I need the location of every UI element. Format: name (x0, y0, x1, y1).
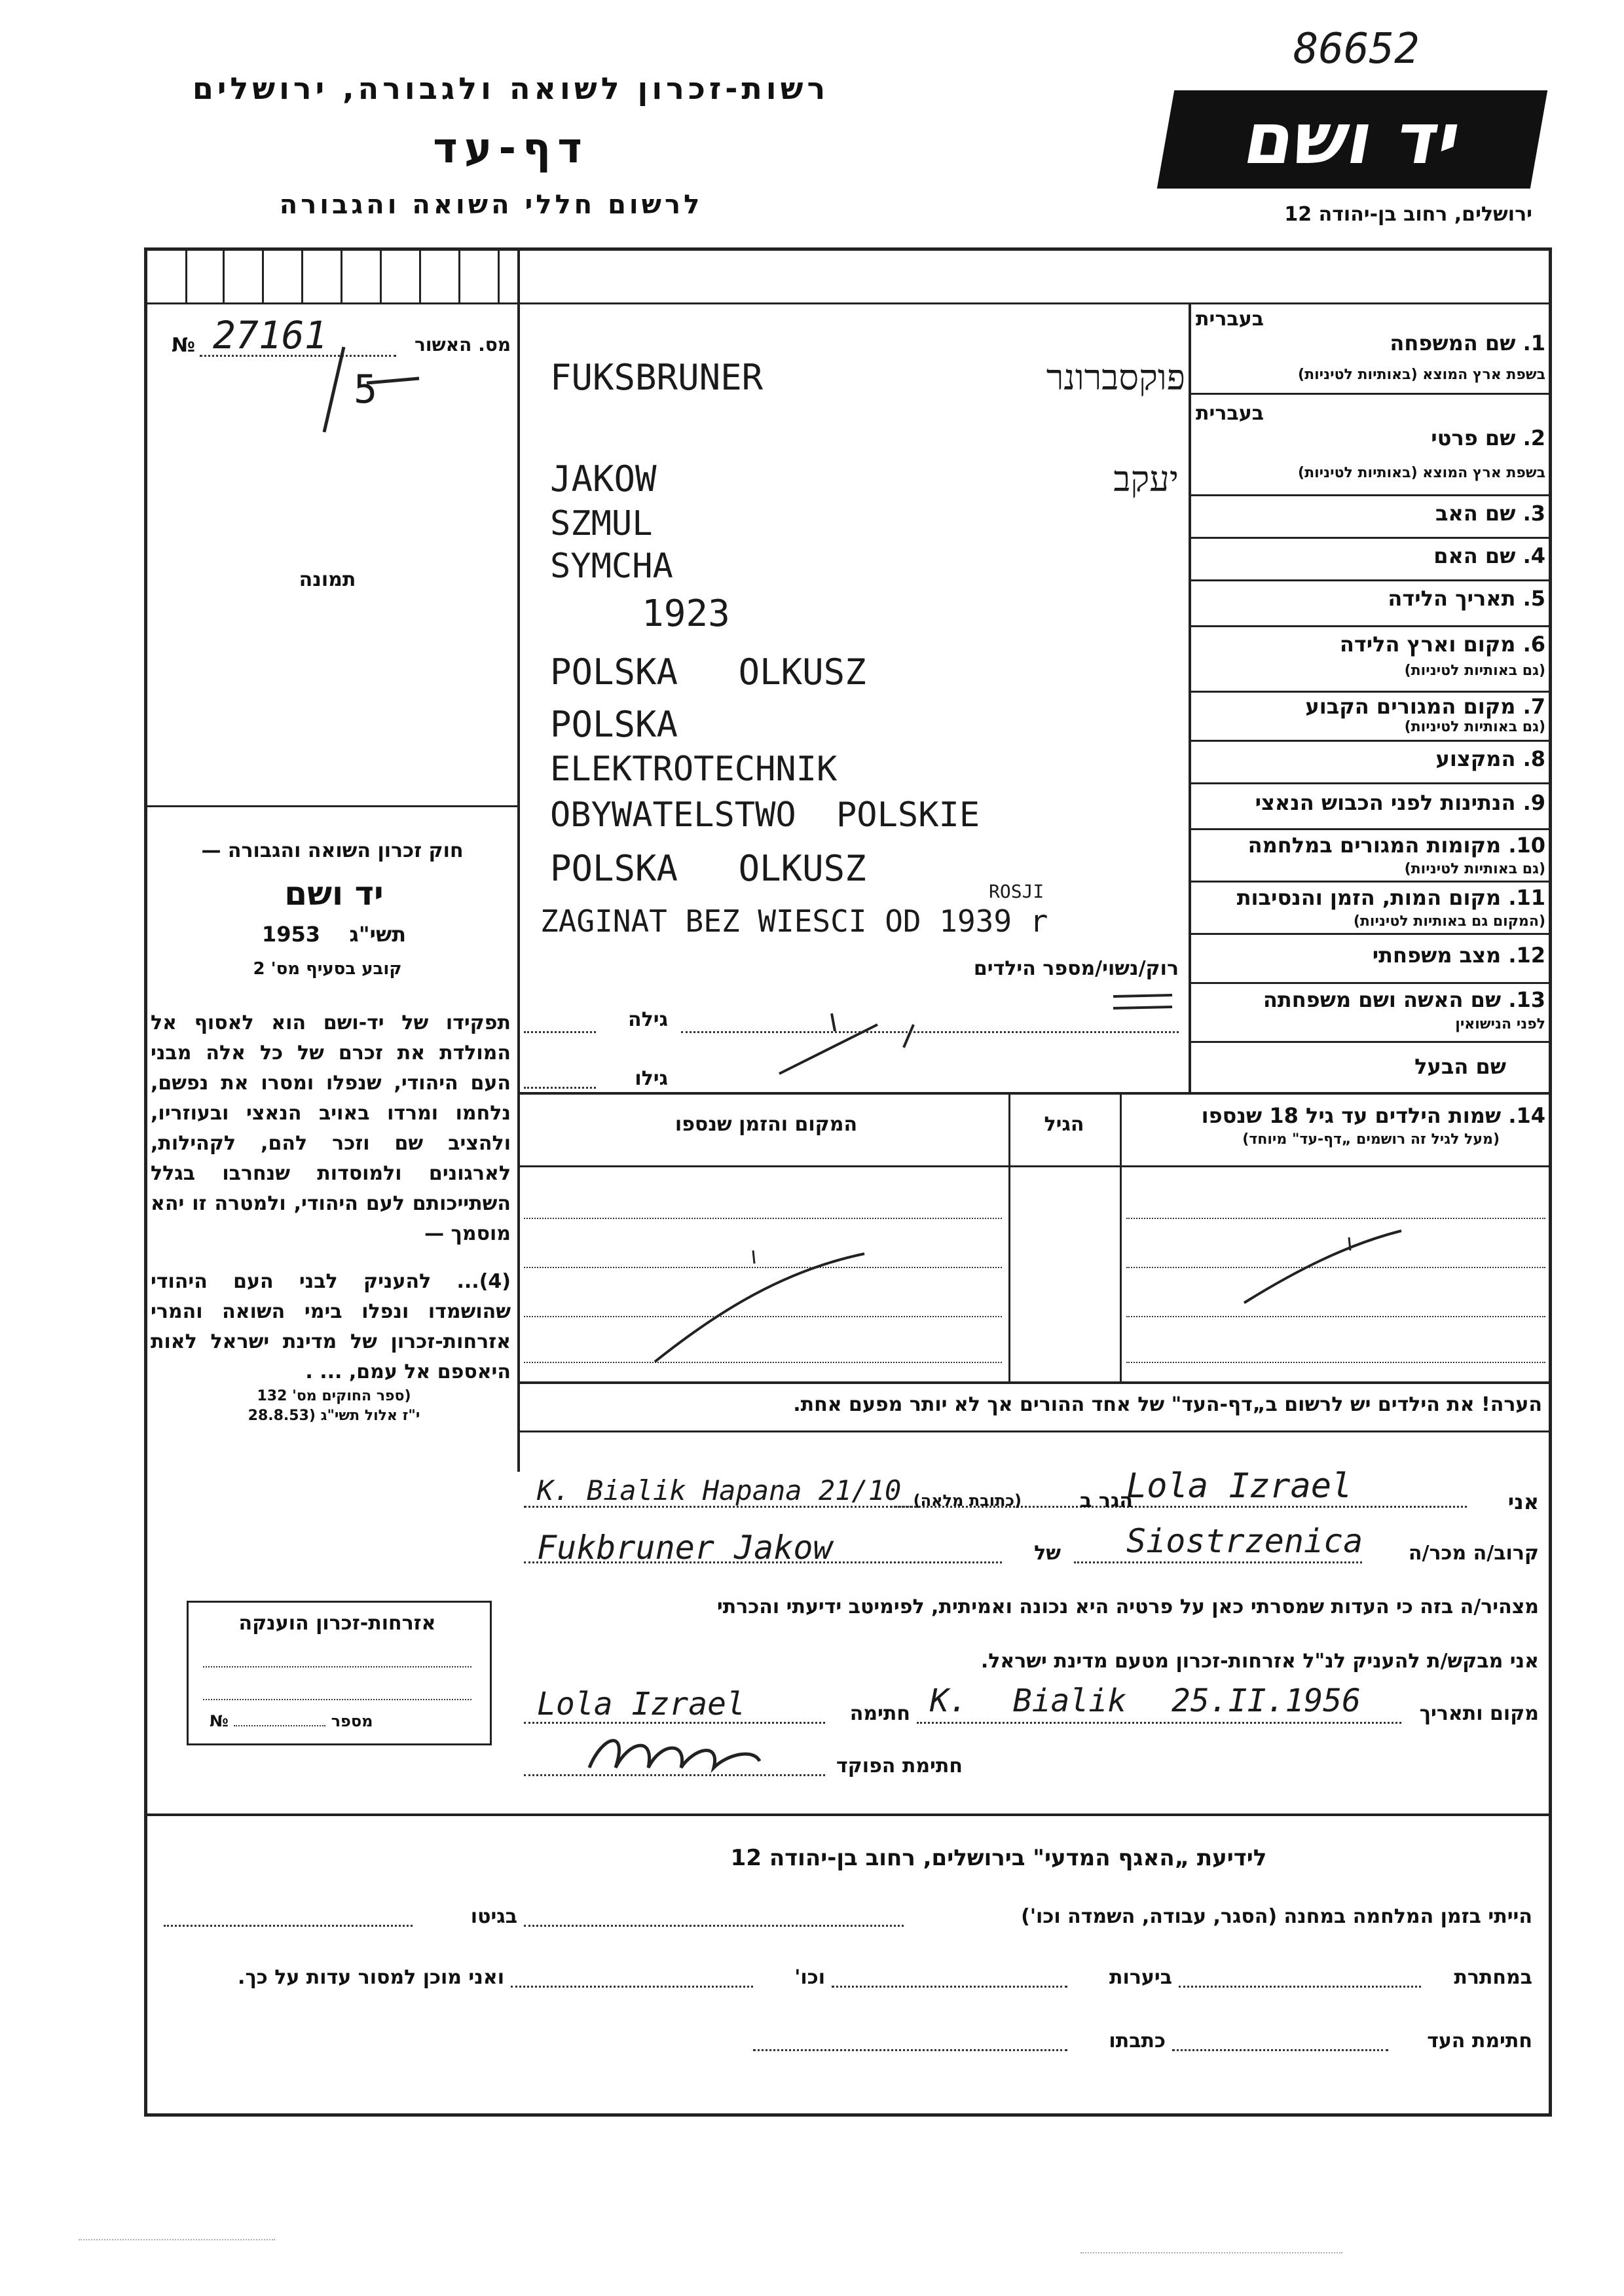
field-6-label: 6. מקום וארץ הלידה (1339, 632, 1545, 657)
field-1-hebrew: פוקסברונר (1046, 357, 1185, 398)
field-6-sublabel: (גם באותיות לטיניות) (1404, 663, 1545, 679)
field-1-latin: FUKSBRUNER (550, 357, 764, 398)
address: ירושלים, רחוב בן-יהודה 12 (1284, 203, 1532, 226)
field-7-label: 7. מקום המגורים הקבוע (1305, 694, 1545, 719)
witness-relation-value: Siostrzenica (1126, 1522, 1363, 1560)
law-title: חוק זכרון השואה והגבורה — (201, 839, 464, 862)
approval-label: מס. האשור (415, 334, 511, 355)
research-title: לידיעת „האגף המדעי" בירושלים, רחוב בן-יהודה 12 (730, 1845, 1267, 1871)
label-column-divider (1189, 302, 1191, 1093)
archive-number: 86652 (1293, 25, 1420, 73)
research-etc: וכו' (794, 1966, 825, 1989)
law-text-1: תפקידו של יד-ושם הוא לאסוף אל המולדת את זכרם של כל אלה מבני העם היהודי, שנפלו ומסרו את נפשם, נלחמו ומרדו באויב הנאצי ובעוזריו, ולהציב שם וזכר להם, לקהילות, לארגונים ולמוסדות שנחרבו בגלל השתייכותם לעם היהודי, ולמטרה זו יהא מוסמך — (151, 1011, 511, 1245)
witness-full-address: (כתובת מלאה) (913, 1491, 1022, 1510)
lang-hebrew-1: בעברית (1196, 308, 1264, 331)
field-5-label: 5. תאריך הלידה (1388, 586, 1545, 611)
field-13-age: גילה (628, 1008, 668, 1031)
frame-left (144, 247, 147, 2117)
children-col-place: המקום והזמן שנספו (674, 1113, 858, 1136)
children-subtitle: (מעל לגיל זה רושמים „דף-עד" מיוחד) (1242, 1131, 1500, 1148)
research-witness-signature: חתימת העד (1427, 2030, 1532, 2052)
field-7-sublabel: (גם באותיות לטיניות) (1404, 719, 1545, 735)
witness-place-value: K. Bialik 25.II.1956 (930, 1683, 1361, 1719)
witness-request: אני מבקש/ת להעניק לנ"ל אזרחות-זכרון מטעם מדינת ישראל. (980, 1650, 1539, 1673)
husband-label: שם הבעל (1414, 1054, 1506, 1079)
field-4-value: SYMCHA (550, 547, 673, 586)
field-11-sublabel: (המקום גם באותיות לטיניות) (1353, 913, 1545, 930)
witness-address-value: K. Bialik Hapana 21/10 (537, 1474, 902, 1506)
citizenship-number: № מספר (210, 1712, 373, 1730)
field-4-label: 4. שם האם (1433, 543, 1545, 568)
witness-signature-value: Lola Izrael (537, 1686, 745, 1722)
research-address: כתבתו (1109, 2030, 1166, 2052)
frame-bottom (144, 2113, 1552, 2117)
field-8-label: 8. המקצוע (1435, 746, 1545, 771)
field-10-sublabel: (גם באותיות לטיניות) (1404, 861, 1545, 877)
frame-top (144, 247, 1552, 251)
field-13-sublabel: לפני הנישואין (1455, 1016, 1545, 1032)
law-logo: יד ושם (284, 875, 384, 913)
witness-of: של (1034, 1542, 1061, 1565)
field-6-value: POLSKA OLKUSZ (550, 651, 866, 693)
field-11-note: ROSJI (989, 881, 1044, 902)
yad-vashem-logo: יד ושם (1157, 90, 1547, 189)
field-8-value: ELEKTROTECHNIK (550, 750, 838, 789)
law-ref-2: י"ז אלול תשי"ג (28.8.53 (248, 1408, 420, 1424)
law-year: 1953 תשי"ג (261, 922, 407, 947)
field-11-label: 11. מקום המות, הזמן והנסיבות (1236, 885, 1545, 910)
law-section: קובע בסעיף מס' 2 (253, 959, 402, 979)
witness-signature-label: חתימה (849, 1702, 910, 1725)
approval-number-sign: № (172, 334, 196, 357)
field-3-value: SZMUL (550, 504, 653, 543)
witness-relative: קרוב/ה מכר/ה (1408, 1542, 1539, 1565)
lang-hebrew-2: בעברית (1196, 402, 1264, 425)
left-column-divider (517, 247, 520, 1472)
field-12-extra: רוק/נשוי/מספר הילדים (973, 957, 1179, 980)
approval-number-value: 27161 (213, 313, 327, 357)
officer-signature-label: חתימת הפוקד (836, 1755, 963, 1777)
photo-label: תמונה (299, 568, 356, 591)
field-9-value: OBYWATELSTWO POLSKIE (550, 795, 980, 835)
field-2-sublabel: בשפת ארץ המוצא (באותיות לטיניות) (1298, 465, 1545, 481)
field-12-label: 12. מצב משפחתי (1372, 943, 1545, 968)
field-11-value: ZAGINAT BEZ WIESCI OD 1939 r (540, 903, 1048, 939)
form-subtitle: לרשום חללי השואה והגבורה (279, 190, 703, 220)
field-2-latin: JAKOW (550, 458, 657, 500)
witness-name: Lola Izrael (1126, 1467, 1352, 1506)
witness-resides: הגר ב (1080, 1489, 1133, 1512)
law-text-2: (4)... להעניק לבני העם היהודי שהושמדו ונפלו בימי השואה והמרי אזרחות-זכרון של מדינת ישראל לאות היאספם אל עמם, ... . (151, 1270, 511, 1383)
field-13-label: 13. שם האשה ושם משפחתה (1263, 987, 1545, 1012)
husband-age: גילו (635, 1067, 668, 1090)
witness-of-value: Fukbruner Jakow (537, 1529, 833, 1567)
remark: הערה! את הילדים יש לרשום ב„דף-העד" של אחד ההורים אך לא יותר מפעם אחת. (793, 1393, 1542, 1416)
field-2-hebrew: יעקב (1113, 458, 1179, 500)
field-5-value: 1923 (642, 592, 730, 635)
authority-heading: רשות-זכרון לשואה ולגבורה, ירושלים (192, 71, 830, 106)
field-10-label: 10. מקומות המגורים במלחמה (1247, 833, 1545, 858)
witness-ani: אני (1507, 1489, 1539, 1514)
field-9-label: 9. הנתינות לפני הכבוש הנאצי (1255, 790, 1545, 815)
field-2-label: 2. שם פרטי (1431, 426, 1545, 450)
field-3-label: 3. שם האב (1435, 501, 1545, 526)
children-col-age: הגיל (1044, 1113, 1084, 1136)
field-1-label: 1. שם המשפחה (1390, 331, 1545, 355)
field-7-value: POLSKA (550, 704, 678, 745)
research-ghetto: בגיטו (470, 1905, 517, 1928)
research-underground: במחתרת (1454, 1966, 1532, 1989)
citizenship-title: אזרחות-זכרון הוענקה (238, 1612, 436, 1635)
frame-right (1549, 247, 1552, 2117)
research-forests: ביערות (1109, 1966, 1172, 1989)
form-title: דף-עד (433, 124, 589, 173)
approval-sub-value: 5 (354, 367, 378, 412)
field-1-sublabel: בשפת ארץ המוצא (באותיות לטיניות) (1298, 367, 1545, 383)
children-title: 14. שמות הילדים עד גיל 18 שנספו (1201, 1103, 1545, 1128)
research-willing: ואני מוכן למסור עדות על כך. (238, 1966, 504, 1989)
witness-place-date-label: מקום ותאריך (1419, 1702, 1539, 1725)
field-10-value: POLSKA OLKUSZ (550, 848, 866, 889)
research-camp: הייתי בזמן המלחמה במחנה (הסגר, עבודה, השמדה וכו') (1021, 1905, 1532, 1928)
witness-declaration: מצהיר/ה בזה כי העדות שמסרתי כאן על פרטיה היא נכונה ואמיתית, לפימיטב ידיעתי והכרתי (716, 1595, 1539, 1618)
law-ref-1: (ספר החוקים מס' 132 (257, 1388, 411, 1404)
